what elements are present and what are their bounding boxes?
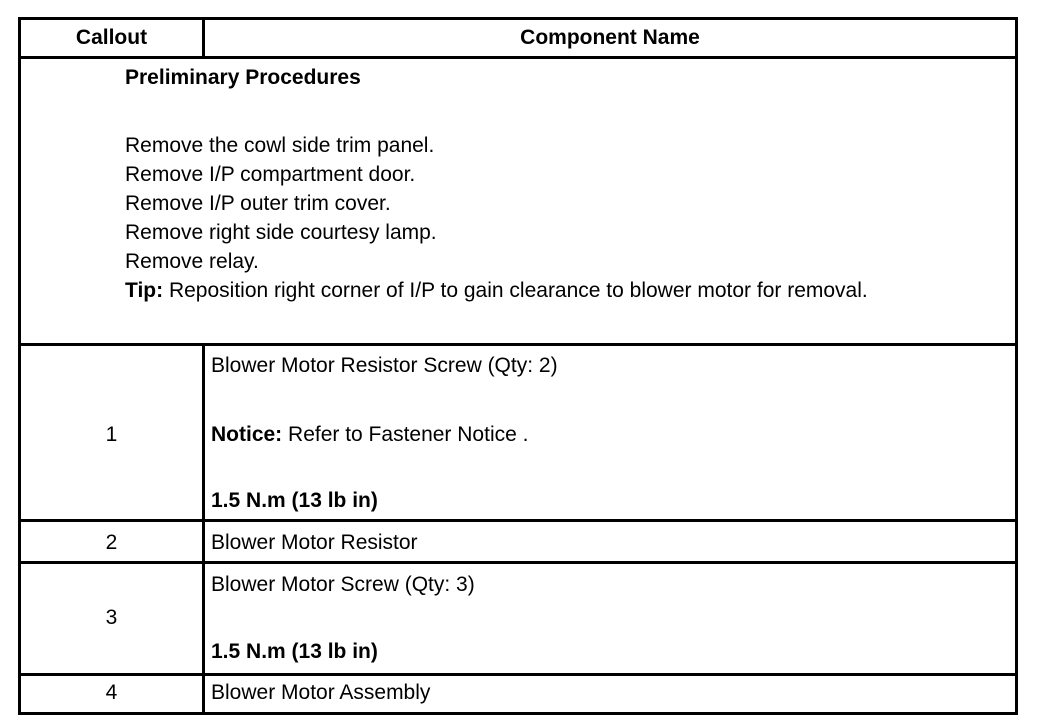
preliminary-step: Remove relay. bbox=[125, 250, 259, 273]
row-3-torque: 1.5 N.m (13 lb in) bbox=[211, 640, 378, 663]
notice-label: Notice: bbox=[211, 423, 283, 446]
table-border-right bbox=[1015, 17, 1018, 715]
preliminary-procedures bbox=[125, 66, 1015, 336]
preliminary-title: Preliminary Procedures bbox=[125, 66, 361, 89]
row-2-callout: 2 bbox=[105, 531, 118, 554]
row-4-component-name: Blower Motor Assembly bbox=[211, 681, 431, 704]
preliminary-step: Remove right side courtesy lamp. bbox=[125, 221, 437, 244]
preliminary-step: Remove I/P compartment door. bbox=[125, 163, 416, 186]
preliminary-step: Remove the cowl side trim panel. bbox=[125, 134, 435, 157]
table-border-bottom bbox=[18, 712, 1018, 715]
header-component-name: Component Name bbox=[520, 26, 700, 49]
row-divider bbox=[18, 673, 1018, 676]
row-2-component-name: Blower Motor Resistor bbox=[211, 531, 418, 554]
row-1-notice bbox=[211, 423, 528, 447]
row-divider bbox=[18, 561, 1018, 564]
preliminary-step: Remove I/P outer trim cover. bbox=[125, 192, 391, 215]
row-1-component-name: Blower Motor Resistor Screw (Qty: 2) bbox=[211, 354, 558, 377]
row-3-component-name: Blower Motor Screw (Qty: 3) bbox=[211, 573, 475, 596]
row-divider bbox=[18, 519, 1018, 522]
row-1-torque: 1.5 N.m (13 lb in) bbox=[211, 489, 378, 512]
tip-text: Reposition right corner of I/P to gain clearance to blower motor for removal. bbox=[163, 279, 868, 302]
row-4-callout: 4 bbox=[105, 681, 118, 704]
notice-text: Refer to Fastener Notice . bbox=[282, 423, 529, 446]
row-3-callout: 3 bbox=[105, 606, 118, 629]
row-1-callout: 1 bbox=[105, 423, 118, 446]
column-divider-rows bbox=[202, 343, 205, 715]
component-table bbox=[18, 17, 1018, 715]
preliminary-tip bbox=[125, 279, 868, 303]
tip-label: Tip: bbox=[125, 279, 164, 302]
row-divider bbox=[18, 343, 1018, 346]
header-callout: Callout bbox=[75, 26, 148, 49]
